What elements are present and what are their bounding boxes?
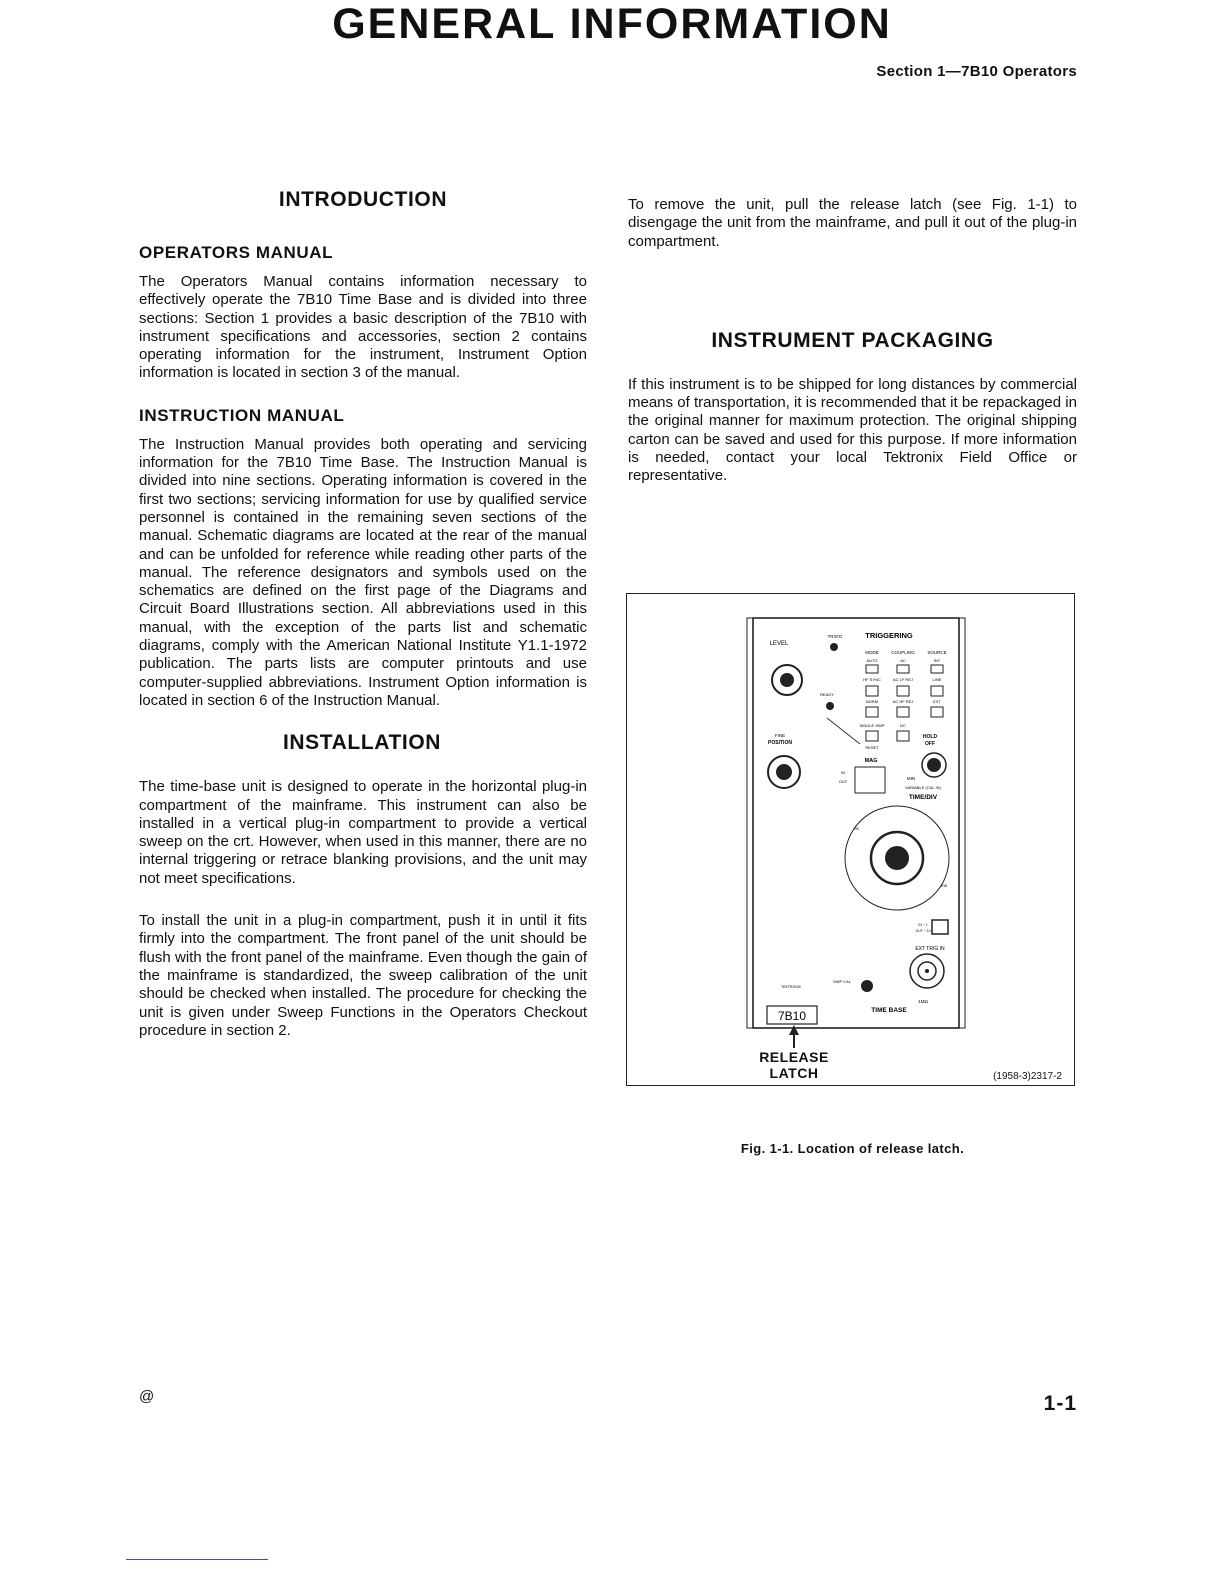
ext-trig-in-label: EXT TRIG IN [915, 946, 945, 952]
section-header: Section 1—7B10 Operators [876, 63, 1077, 80]
ac-label: AC [900, 658, 906, 663]
ac-button-icon [897, 665, 909, 673]
operators-manual-heading: OPERATORS MANUAL [139, 243, 334, 262]
int-button-icon [931, 665, 943, 673]
callout-line-2: LATCH [769, 1065, 819, 1081]
remove-text: To remove the unit, pull the release latch (see Fig. 1-1) to disengage the unit from the mainframe, and pull it out of the plug-in compartment. [628, 196, 1077, 250]
auto-button-icon [866, 665, 878, 673]
mag-button-icon [855, 767, 885, 793]
ready-lamp-icon [826, 702, 834, 710]
release-latch-arrow-icon [789, 1025, 799, 1035]
ns-label: ns [854, 826, 859, 831]
off-label: OFF [925, 741, 935, 747]
hf-sync-button-icon [866, 686, 878, 696]
left-column [139, 188, 587, 1040]
mag-label: MAG [864, 758, 878, 764]
instruction-manual-heading: INSTRUCTION MANUAL [139, 405, 345, 425]
page-title: GENERAL INFORMATION [332, 0, 892, 48]
model-label: 7B10 [777, 1009, 807, 1023]
variable-knob-cap-icon [927, 758, 941, 772]
min-label: MIN [906, 776, 916, 781]
installation-text-1: The time-base unit is designed to operate in the horizontal plug-in compartment of the mainframe. This instrument can also be installed in a vertical plug-in compartment to provide a vertical sweep on the crt. However, when used in this manner, there are no internal triggering or retrace blanking provisions, and the unit may not meet specifications. [139, 778, 587, 887]
figure-number-code: (1958-3)2317-2 [993, 1071, 1062, 1082]
level-knob-cap-icon [780, 673, 794, 687]
dc-label: DC [900, 723, 906, 728]
out-div10-label: OUT ÷ 10 [915, 929, 931, 933]
installation-heading: INSTALLATION [282, 731, 442, 755]
trigd-lamp-icon [830, 643, 838, 651]
packaging-heading: INSTRUMENT PACKAGING [711, 328, 994, 352]
time-base-label: TIME BASE [871, 1007, 907, 1014]
operators-manual-text: The Operators Manual contains information necessary to effectively operate the 7B10 Time Base and is divided into three sections: Section 1 provides a basic description of the 7B10 with instrument specifications and accessories, section 2 contains operating information for the instrument, Instrument Option information is located in section 3 of the manual. [139, 273, 587, 382]
int-label: INT [933, 658, 941, 663]
ac-lf-rej-label: AC LF REJ [892, 677, 914, 682]
trigd-label: TRIG'D [827, 634, 843, 639]
fine-label: FINE [774, 733, 786, 738]
ac-hf-rej-label: AC HF REJ [892, 699, 914, 704]
copyright-symbol: @ [139, 1388, 155, 1405]
ready-label: READY [820, 692, 834, 697]
variable-label: VARIABLE (CAL IN) [905, 785, 941, 790]
front-panel-illustration [627, 594, 1076, 1087]
figure-caption: Fig. 1-1. Location of release latch. [740, 1141, 965, 1156]
mode-label: MODE [865, 650, 879, 655]
figure-frame [626, 593, 1075, 1086]
ac-hf-rej-button-icon [897, 707, 909, 717]
hold-label: HOLD [922, 734, 938, 740]
norm-label: NORM [865, 699, 879, 704]
panel-right-edge [959, 618, 965, 1028]
ext-label: EXT [933, 699, 941, 704]
swp-cal-adjust-icon [861, 980, 873, 992]
panel-left-edge [747, 618, 753, 1028]
hf-sync-label: HF SYNC [863, 677, 881, 682]
coupling-label: COUPLING [891, 650, 915, 655]
source-label: SOURCE [927, 650, 947, 655]
ext-button-icon [931, 707, 943, 717]
packaging-text: If this instrument is to be shipped for long distances by commercial means of transportation, it is recommended that it be repackaged in the original manner for maximum protection. The original shipping carton can be saved and used for this purpose. If more information is needed, contact your local Tektronix Field Office or representative. [628, 375, 1077, 485]
dc-button-icon [897, 731, 909, 741]
release-latch-callout [744, 1049, 844, 1081]
line-button-icon [931, 686, 943, 696]
reset-label: RESET [865, 745, 879, 750]
mag-out-label: OUT [838, 779, 848, 784]
level-label: LEVEL [769, 641, 789, 647]
in-div1-label: IN ÷ 1 [918, 923, 928, 927]
installation-text-2: To install the unit in a plug-in compartment, push it in until it fits firmly into the compartment. The front panel of the unit should be flush with the front panel of the mainframe. Even though the gain of the mainframe is standardized, the sweep calibration of the unit should be checked when installed. The procedure for checking the unit is given under Sweep Functions in the Operators Checkout procedure in section 2. [139, 912, 587, 1039]
norm-button-icon [866, 707, 878, 717]
callout-line-1: RELEASE [759, 1049, 829, 1065]
auto-label: AUTO [866, 658, 878, 663]
mag-in-label: IN [841, 770, 845, 775]
right-column [628, 196, 1077, 486]
ms-label: ms [941, 883, 947, 888]
single-swp-button-icon [866, 731, 878, 741]
single-swp-label: SINGLE SWP [859, 723, 885, 728]
ext-trig-connector-pin-icon [925, 969, 929, 973]
time-div-label: TIME/DIV [908, 794, 938, 801]
tektronix-label: TEKTRONIX [780, 985, 802, 989]
time-div-knob-cap-icon [885, 846, 909, 870]
ac-lf-rej-button-icon [897, 686, 909, 696]
div10-button-icon [932, 920, 948, 934]
footnote-rule [126, 1559, 268, 1560]
position-knob-cap-icon [776, 764, 792, 780]
introduction-heading: INTRODUCTION [278, 188, 448, 211]
position-label: POSITION [768, 740, 792, 746]
reset-pointer-line [827, 718, 860, 744]
line-label: LINE [932, 677, 942, 682]
swp-cal-label: SWP CAL [833, 979, 851, 984]
one-meg-label: 1MΩ [918, 999, 928, 1004]
triggering-label: TRIGGERING [865, 631, 913, 640]
instruction-manual-text: The Instruction Manual provides both operating and servicing information for the 7B10 Time Base. The Instruction Manual is divided into nine sections. Operating information is covered in the first two sections; servicing information for use by qualified service personnel is contained in the remaining seven sections of the manual. Schematic diagrams are located at the rear of the manual and can be unfolded for reference while reading other parts of the manual. The reference designators and symbols used on the schematics are defined on the first page of the Diagrams and Circuit Board Illustrations section. All abbreviations used in this manual, with the exception of the parts list and schematic diagrams, comply with the American National Institute Y1.1-1972 publication. The parts lists are computer printouts and use computer-supplied abbreviations. Instrument Option information is located in section 6 of the Instruction Manual. [139, 435, 587, 709]
page-number: 1-1 [1043, 1392, 1077, 1415]
